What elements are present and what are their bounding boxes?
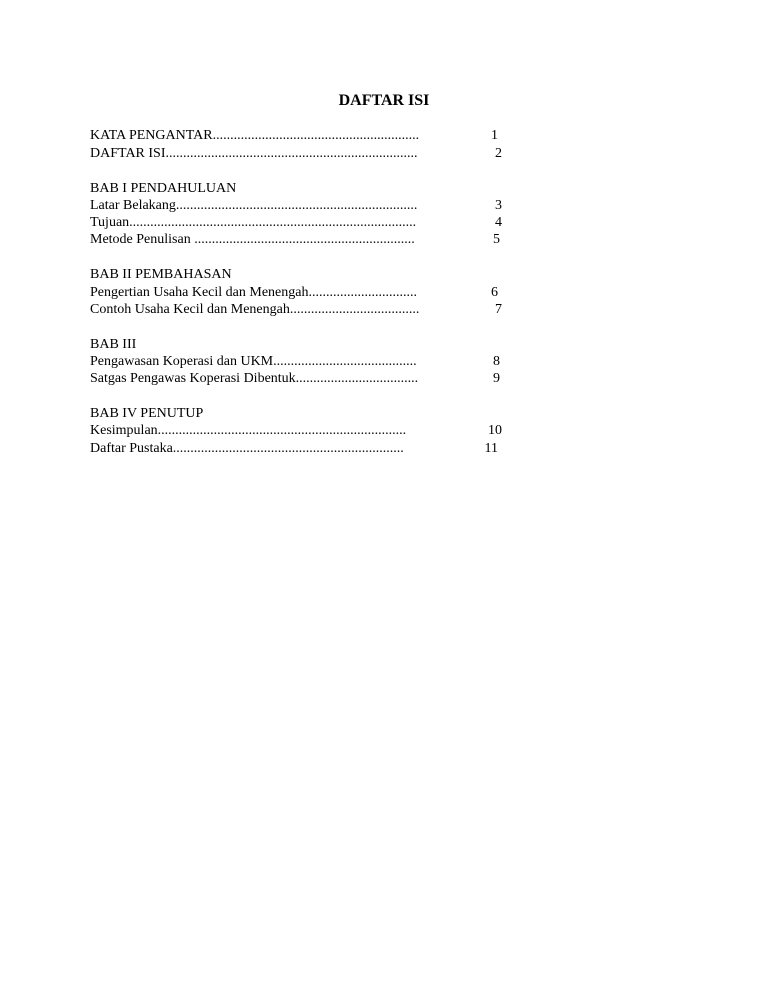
section-heading-bab-4: BAB IV PENUTUP bbox=[90, 406, 204, 421]
toc-entry-text: Satgas Pengawas Koperasi Dibentuk................................... bbox=[90, 371, 419, 386]
toc-page-number: 3 bbox=[495, 198, 502, 213]
toc-row-latar-belakang bbox=[90, 197, 510, 214]
toc-row-contoh-usaha bbox=[90, 301, 510, 318]
toc-page-number: 1 bbox=[491, 128, 498, 143]
toc-row-metode-penulisan bbox=[90, 231, 510, 248]
toc-row-pengawasan-koperasi bbox=[90, 353, 510, 370]
toc-page-number: 8 bbox=[493, 354, 500, 369]
toc-row-daftar-pustaka bbox=[90, 440, 510, 457]
toc-entry-text: KATA PENGANTAR........................................................... bbox=[90, 128, 420, 143]
toc-entry-text: Metode Penulisan ............................................................... bbox=[90, 232, 415, 247]
toc-entry-text: Daftar Pustaka.................................................................. bbox=[90, 441, 404, 456]
toc-page-number: 11 bbox=[484, 441, 498, 456]
section-heading-bab-2: BAB II PEMBAHASAN bbox=[90, 267, 232, 282]
section-heading-bab-1: BAB I PENDAHULUAN bbox=[90, 181, 237, 196]
toc-entry-text: DAFTAR ISI........................................................................ bbox=[90, 146, 418, 161]
toc-row-kata-pengantar bbox=[90, 127, 510, 144]
toc-row-pengertian-usaha bbox=[90, 284, 510, 301]
toc-entry-text: Pengertian Usaha Kecil dan Menengah............................... bbox=[90, 285, 417, 300]
toc-entry-text: Kesimpulan....................................................................... bbox=[90, 423, 407, 438]
toc-row-tujuan bbox=[90, 214, 510, 231]
toc-row-kesimpulan bbox=[90, 422, 510, 439]
toc-entry-text: Tujuan.................................................................................. bbox=[90, 215, 417, 230]
toc-page-number: 7 bbox=[495, 302, 502, 317]
toc-page-number: 6 bbox=[491, 285, 498, 300]
toc-page-number: 4 bbox=[495, 215, 502, 230]
toc-page-number: 2 bbox=[495, 146, 502, 161]
toc-entry-text: Latar Belakang..................................................................... bbox=[90, 198, 418, 213]
toc-entry-text: Contoh Usaha Kecil dan Menengah..................................... bbox=[90, 302, 420, 317]
toc-row-daftar-isi bbox=[90, 145, 510, 162]
toc-page-number: 5 bbox=[493, 232, 500, 247]
toc-row-satgas-pengawas bbox=[90, 370, 510, 387]
page-title: DAFTAR ISI bbox=[338, 92, 430, 109]
toc-page-number: 10 bbox=[488, 423, 502, 438]
section-heading-bab-3: BAB III bbox=[90, 337, 137, 352]
toc-entry-text: Pengawasan Koperasi dan UKM......................................... bbox=[90, 354, 417, 369]
toc-page-number: 9 bbox=[493, 371, 500, 386]
